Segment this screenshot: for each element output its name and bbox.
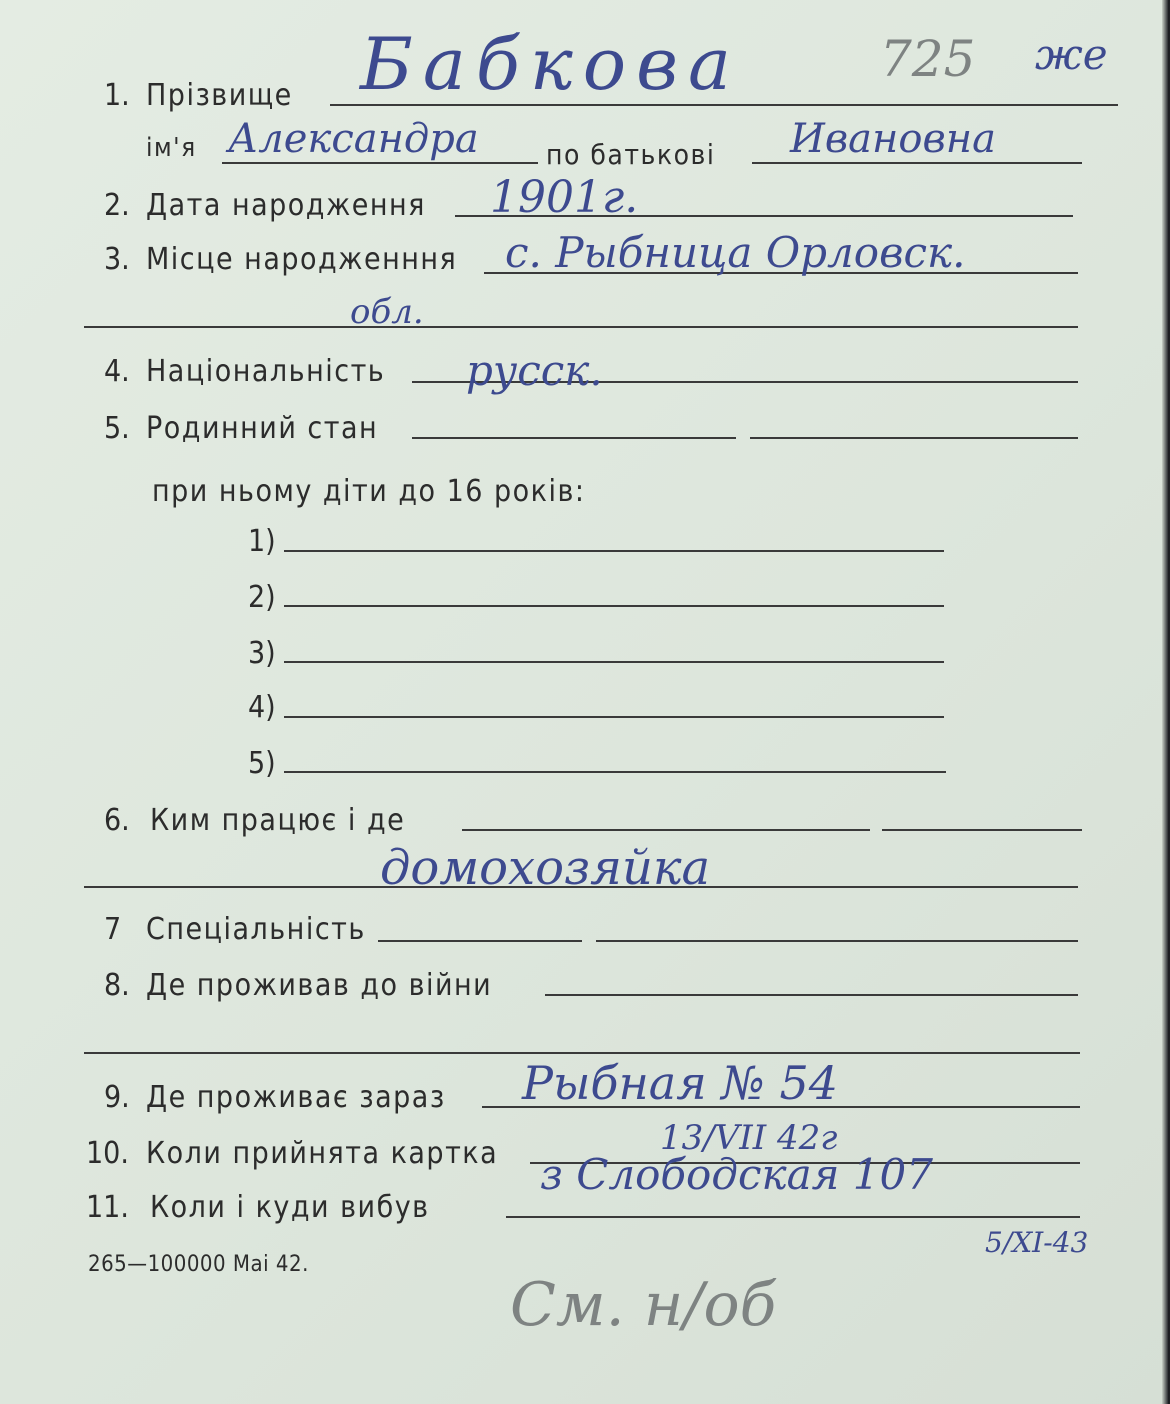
field-number-4: 4.: [104, 354, 130, 389]
marital-status-label: Родинний стан: [146, 411, 379, 446]
child-line-4: [284, 716, 944, 718]
departure-date-handwritten: 5/XI-43: [985, 1226, 1089, 1259]
birth-place-handwritten: с. Рыбница Орловск.: [505, 228, 966, 277]
name-handwritten: Александра: [228, 116, 479, 162]
marital-status-line-2: [750, 437, 1078, 439]
birth-place-line-2: [84, 326, 1078, 328]
child-number-3: 3): [248, 636, 276, 671]
print-code: 265—100000 Mai 42.: [88, 1252, 309, 1277]
patronymic-handwritten: Ивановна: [790, 116, 996, 162]
field-number-2: 2.: [104, 188, 130, 223]
pencil-number-top: 725: [880, 30, 976, 88]
specialty-line-2: [596, 940, 1078, 942]
child-number-4: 4): [248, 690, 276, 725]
surname-suffix: же: [1035, 30, 1108, 79]
field-number-8: 8.: [104, 968, 130, 1003]
child-line-3: [284, 661, 944, 663]
field-number-11: 11.: [86, 1190, 129, 1225]
child-number-2: 2): [248, 580, 276, 615]
child-number-5: 5): [248, 746, 276, 781]
workplace-handwritten: домохозяйка: [380, 840, 711, 896]
birth-place-label: Місце народженння: [146, 242, 458, 277]
name-line: [222, 162, 538, 164]
pencil-note-bottom: См. н/об: [510, 1270, 777, 1340]
prewar-residence-line-2: [84, 1052, 1080, 1054]
field-number-9: 9.: [104, 1080, 130, 1115]
card-accepted-label: Коли прийнята картка: [146, 1136, 499, 1171]
nationality-label: Національність: [146, 354, 386, 389]
marital-status-line-1: [412, 437, 736, 439]
patronymic-label: по батькові: [546, 138, 716, 171]
specialty-label: Спеціальність: [146, 912, 366, 947]
field-number-3: 3.: [104, 242, 130, 277]
child-number-1: 1): [248, 524, 276, 559]
patronymic-line: [752, 162, 1082, 164]
specialty-line-1: [378, 940, 582, 942]
name-label: ім'я: [146, 133, 197, 163]
field-number-1: 1.: [104, 78, 130, 113]
child-line-1: [284, 550, 944, 552]
birth-date-handwritten: 1901г.: [490, 172, 639, 223]
children-label: при ньому діти до 16 років:: [152, 474, 586, 509]
prewar-residence-line-1: [545, 994, 1078, 996]
surname-handwritten: Бабкова: [360, 22, 741, 106]
nationality-handwritten: русск.: [466, 346, 603, 395]
surname-label: Прізвище: [146, 78, 293, 113]
birth-date-label: Дата народження: [146, 188, 426, 223]
departure-label: Коли і куди вибув: [150, 1190, 430, 1225]
field-number-7: 7: [104, 912, 122, 947]
field-number-6: 6.: [104, 803, 130, 838]
current-residence-label: Де проживає зараз: [146, 1080, 446, 1115]
child-line-2: [284, 605, 944, 607]
field-number-10: 10.: [86, 1136, 129, 1171]
birth-place-handwritten-2: обл.: [350, 292, 424, 332]
card-accepted-handwritten: 13/VII 42г: [660, 1118, 838, 1158]
workplace-line-1: [462, 829, 870, 831]
departure-line: [506, 1216, 1080, 1218]
prewar-residence-label: Де проживав до війни: [146, 968, 493, 1003]
card-accepted-note: з Слободская 107: [540, 1150, 933, 1199]
field-number-5: 5.: [104, 411, 130, 446]
child-line-5: [284, 771, 946, 773]
current-residence-handwritten: Рыбная № 54: [522, 1056, 838, 1110]
workplace-label: Ким працює і де: [150, 803, 406, 838]
workplace-line-2: [882, 829, 1082, 831]
